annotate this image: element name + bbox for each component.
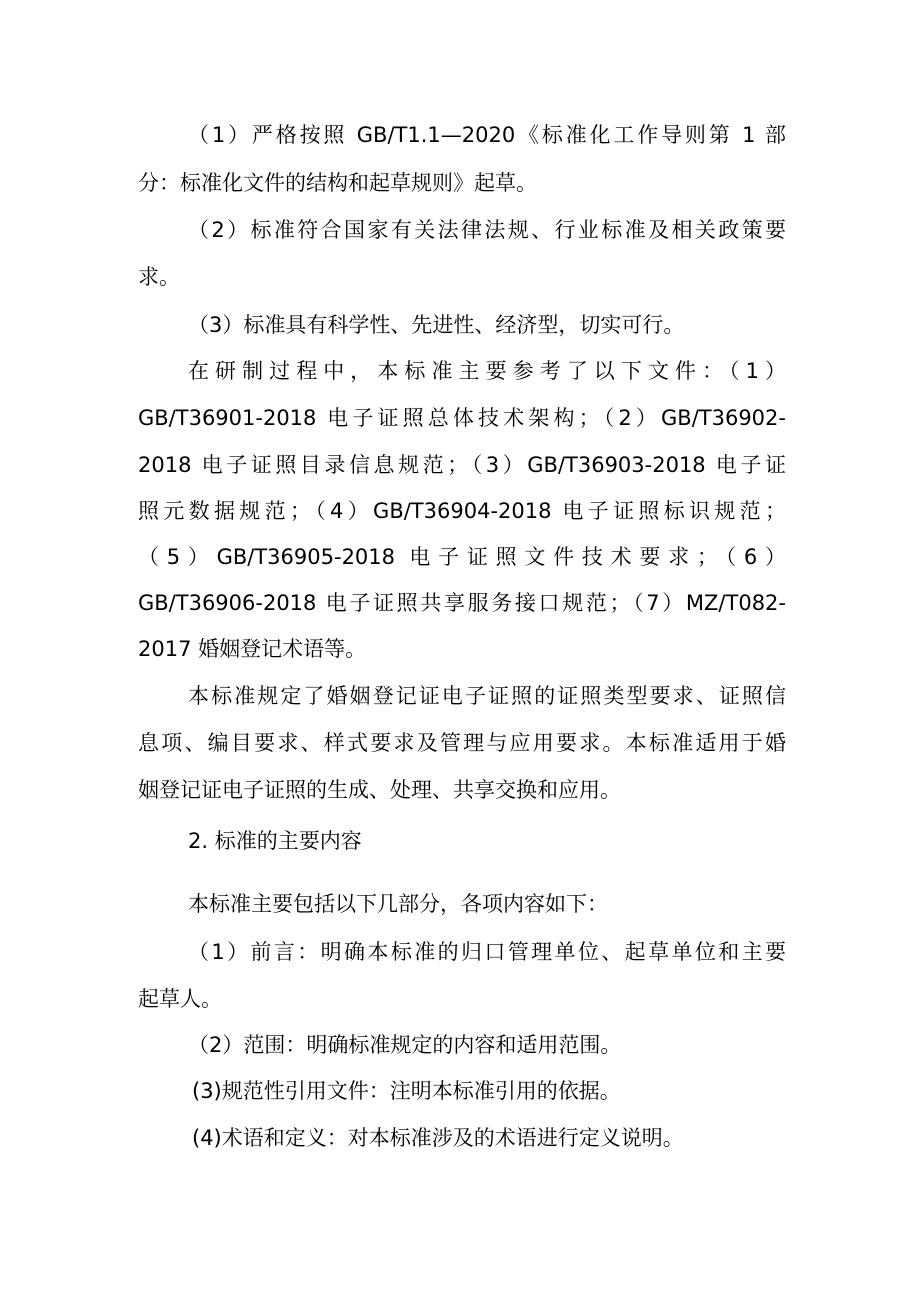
- paragraph-4-line-7: 2017 婚姻登记术语等。: [138, 637, 367, 661]
- paragraph-1-line-1: （1）严格按照 GB/T1.1—2020《标准化工作导则第 1 部: [188, 123, 786, 147]
- paragraph-9-line-1: (3)规范性引用文件：注明本标准引用的依据。: [192, 1079, 621, 1103]
- paragraph-4-line-4: 照元数据规范；（4）GB∕T36904-2018 电子证照标识规范；: [138, 499, 786, 523]
- paragraph-4-line-6: GB/T36906-2018 电子证照共享服务接口规范；（7）MZ/T082-: [138, 591, 786, 615]
- paragraph-2-line-2: 求。: [138, 265, 180, 289]
- paragraph-4-line-1: 在研制过程中，本标准主要参考了以下文件：（1）: [188, 359, 786, 383]
- paragraph-4-line-2: GB∕T36901-2018 电子证照总体技术架构；（2）GB/T36902-: [138, 406, 786, 430]
- paragraph-7-line-2: 起草人。: [138, 987, 222, 1011]
- paragraph-1-line-2: 分：标准化文件的结构和起草规则》起草。: [138, 171, 537, 195]
- paragraph-3-line-1: （3）标准具有科学性、先进性、经济型，切实可行。: [188, 313, 685, 337]
- paragraph-5-line-1: 本标准规定了婚姻登记证电子证照的证照类型要求、证照信: [188, 684, 786, 708]
- paragraph-2-line-1: （2）标准符合国家有关法律法规、行业标准及相关政策要: [188, 218, 786, 242]
- paragraph-8-line-1: （2）范围：明确标准规定的内容和适用范围。: [188, 1033, 622, 1057]
- paragraph-5-line-2: 息项、编目要求、样式要求及管理与应用要求。本标准适用于婚: [138, 731, 786, 755]
- section-heading: 2. 标准的主要内容: [188, 829, 362, 853]
- paragraph-6-line-1: 本标准主要包括以下几部分，各项内容如下：: [188, 892, 608, 916]
- paragraph-10-line-1: (4)术语和定义：对本标准涉及的术语进行定义说明。: [192, 1126, 684, 1150]
- paragraph-4-line-3: 2018 电子证照目录信息规范；（3）GB/T36903-2018 电子证: [138, 453, 786, 477]
- paragraph-7-line-1: （1）前言：明确本标准的归口管理单位、起草单位和主要: [188, 940, 786, 964]
- paragraph-5-line-3: 姻登记证电子证照的生成、处理、共享交换和应用。: [138, 778, 621, 802]
- paragraph-4-line-5: （5）GB/T36905-2018 电子证照文件技术要求；（6）: [138, 545, 786, 569]
